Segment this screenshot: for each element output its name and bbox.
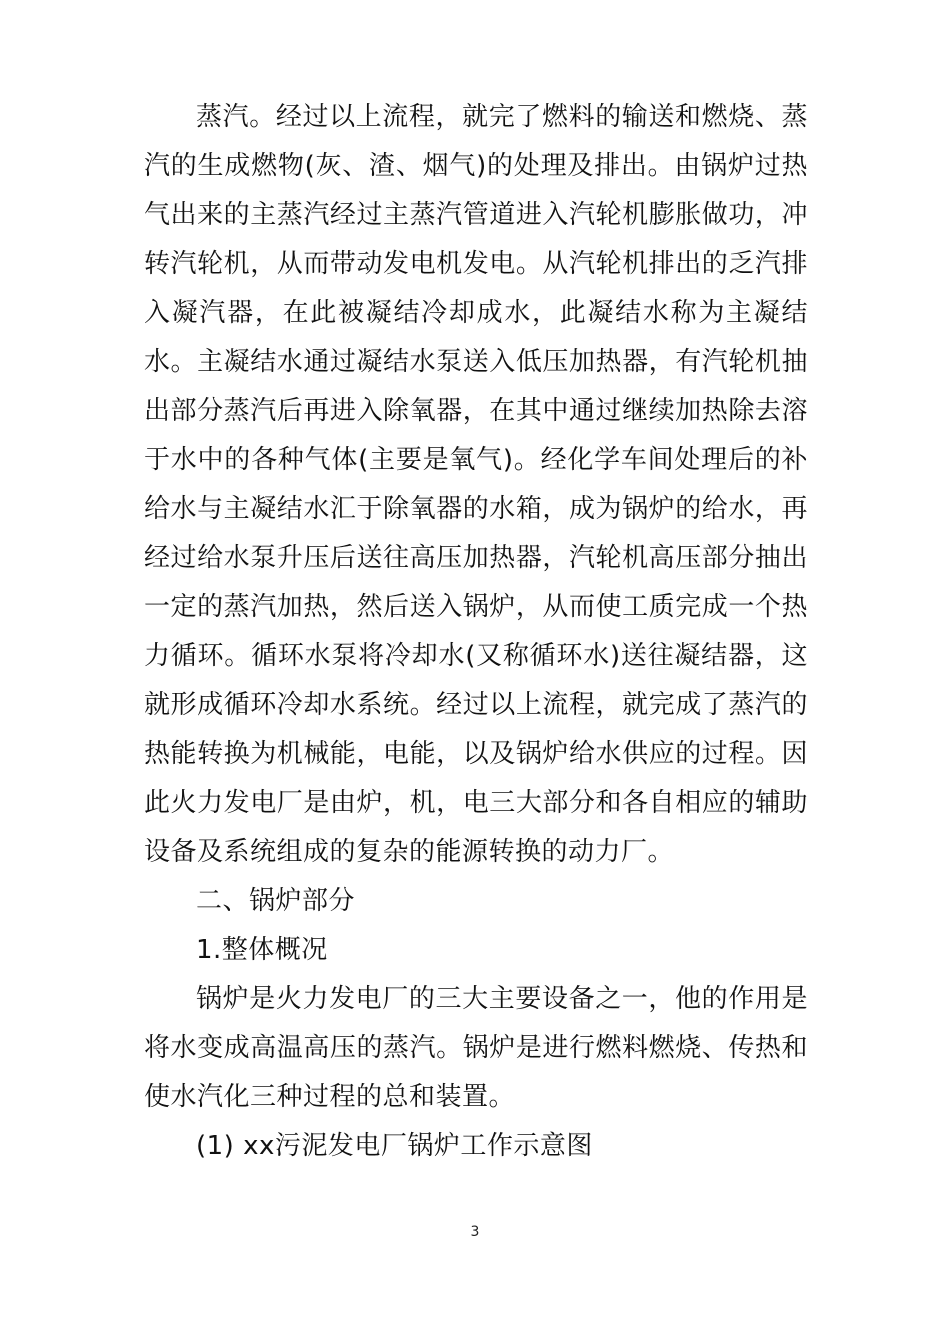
figure-caption-boiler-diagram: (1) xx污泥发电厂锅炉工作示意图 [196, 1131, 593, 1161]
subsection-heading-overview: 1.整体概况 [196, 935, 328, 965]
paragraph-boiler-overview: 锅炉是火力发电厂的三大主要设备之一，他的作用是将水变成高温高压的蒸汽。锅炉是进行燃料燃烧、传热和使水汽化三种过程的总和装置。 [144, 984, 808, 1112]
document-body [144, 93, 808, 1171]
page-number: 3 [470, 1224, 480, 1240]
section-heading-boiler: 二、锅炉部分 [196, 886, 356, 916]
paragraph-process-description: 蒸汽。经过以上流程，就完了燃料的输送和燃烧、蒸汽的生成燃物(灰、渣、烟气)的处理及排出。由锅炉过热气出来的主蒸汽经过主蒸汽管道进入汽轮机膨胀做功，冲转汽轮机，从而带动发电机发电。从汽轮机排出的乏汽排入凝汽器，在此被凝结冷却成水，此凝结水称为主凝结水。主凝结水通过凝结水泵送入低压加热器，有汽轮机抽出部分蒸汽后再进入除氧器，在其中通过继续加热除去溶于水中的各种气体(主要是氧气)。经化学车间处理后的补给水与主凝结水汇于除氧器的水箱，成为锅炉的给水，再经过给水泵升压后送往高压加热器，汽轮机高压部分抽出一定的蒸汽加热，然后送入锅炉，从而使工质完成一个热力循环。循环水泵将冷却水(又称循环水)送往凝结器，这就形成循环冷却水系统。经过以上流程，就完成了蒸汽的热能转换为机械能，电能，以及锅炉给水供应的过程。因此火力发电厂是由炉，机，电三大部分和各自相应的辅助设备及系统组成的复杂的能源转换的动力厂。 [144, 102, 808, 867]
